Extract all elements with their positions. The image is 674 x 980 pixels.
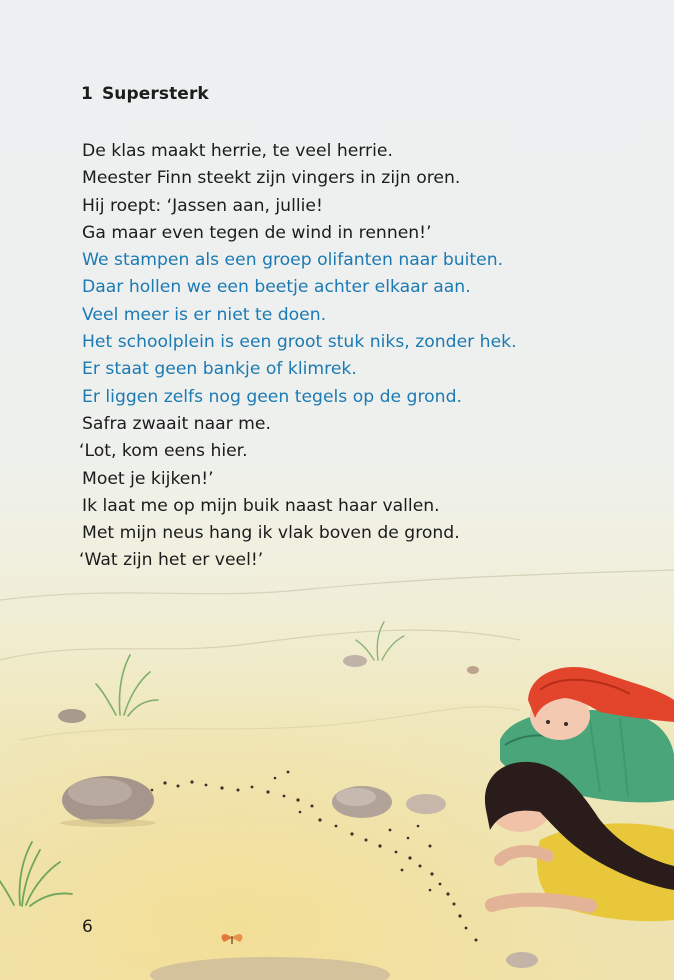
story-line-highlighted: Het schoolplein is een groot stuk niks, zonder hek.: [82, 332, 517, 353]
story-line-highlighted: Er liggen zelfs nog geen tegels op de grond.: [82, 386, 462, 407]
rock-medium: [332, 786, 392, 818]
story-line: Ga maar even tegen de wind in rennen!’: [82, 222, 432, 243]
story-line: Moet je kijken!’: [82, 468, 214, 489]
story-line-highlighted: Er staat geen bankje of klimrek.: [82, 359, 357, 380]
story-line: Met mijn neus hang ik vlak boven de grond.: [82, 523, 460, 544]
story-line: Safra zwaait naar me.: [82, 413, 271, 434]
chapter-heading: [81, 84, 209, 104]
story-line: Meester Finn steekt zijn vingers in zijn oren.: [82, 168, 461, 189]
story-line-highlighted: Veel meer is er niet te doen.: [82, 304, 327, 325]
story-line: De klas maakt herrie, te veel herrie.: [82, 141, 393, 161]
story-line: ‘Wat zijn het er veel!’: [79, 550, 264, 571]
story-line-highlighted: We stampen als een groep olifanten naar buiten.: [82, 250, 504, 271]
chapter-number: 1: [81, 84, 93, 104]
page-number: 6: [82, 917, 93, 937]
story-line: Ik laat me op mijn buik naast haar vallen.: [82, 495, 440, 516]
story-text: [79, 138, 662, 575]
chapter-title: Supersterk: [101, 84, 209, 104]
story-line: Hij roept: ‘Jassen aan, jullie!: [82, 195, 323, 216]
story-line: ‘Lot, kom eens hier.: [79, 441, 248, 462]
story-line-highlighted: Daar hollen we een beetje achter elkaar aan.: [82, 277, 471, 298]
